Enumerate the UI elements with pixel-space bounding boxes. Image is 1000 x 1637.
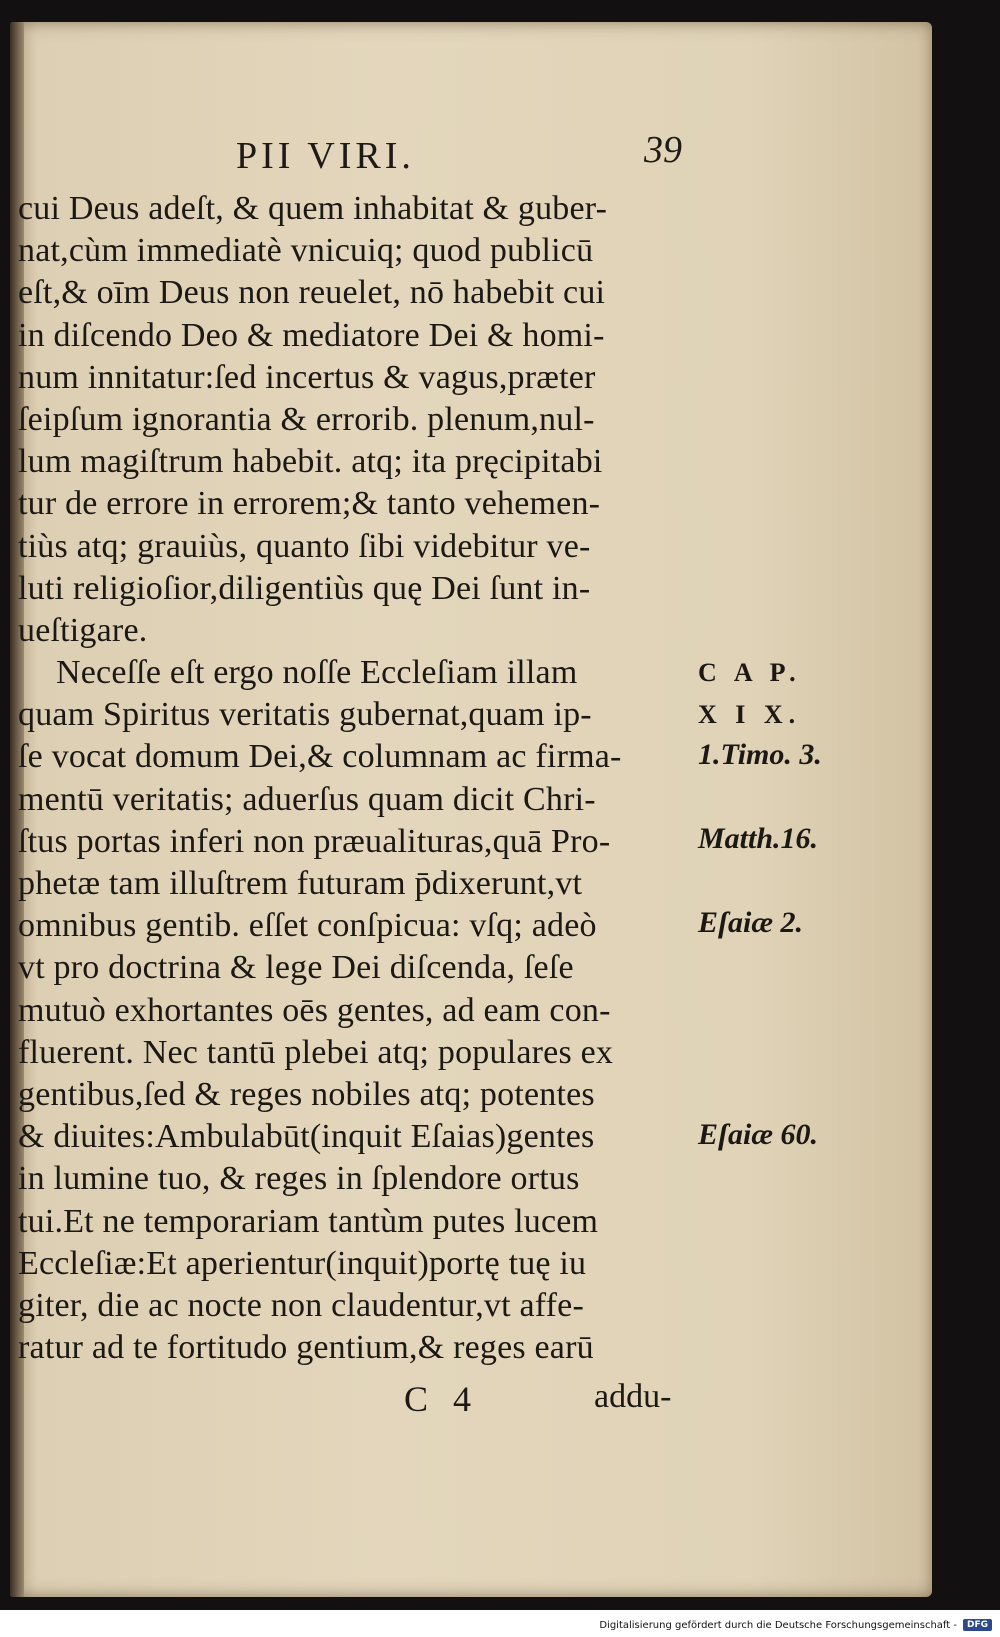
text-line: in lumine tuo, & reges in ſplendore ortus xyxy=(18,1160,580,1198)
text-line: in diſcendo Deo & mediatore Dei & homi- xyxy=(18,316,605,354)
text-line: Neceſſe eſt ergo noſſe Eccleſiam illam xyxy=(56,654,578,692)
text-line: lum magiſtrum habebit. atq; ita pręcipitabi xyxy=(18,443,603,481)
text-line: nat,cùm immediatè vnicuiq; quod publicū xyxy=(18,232,594,270)
catchword: addu- xyxy=(594,1378,672,1415)
text-line: tur de errore in errorem;& tanto vehemen- xyxy=(18,485,601,523)
text-line: ſtus portas inferi non præualituras,quā Pro- xyxy=(18,822,611,860)
text-line: vt pro doctrina & lege Dei diſcenda, ſeſe xyxy=(18,949,574,987)
text-line: luti religioſior,diligentiùs quę Dei ſunt in- xyxy=(18,569,591,607)
text-line: tui.Et ne temporariam tantùm putes lucem xyxy=(18,1202,599,1240)
page-number: 39 xyxy=(644,129,682,171)
body-text xyxy=(18,188,698,1369)
text-line: phetæ tam illuſtrem futuram p̄dixerunt,vt xyxy=(18,865,583,902)
text-line: mutuò exhortantes oēs gentes, ad eam con- xyxy=(18,991,611,1029)
margin-note-chapter-number: X I X. xyxy=(698,700,802,729)
text-line: mentū veritatis; aduerſus quam dicit Chri- xyxy=(18,780,596,818)
text-line: gentibus,ſed & reges nobiles atq; potentes xyxy=(18,1075,595,1113)
text-line: eſt,& oīm Deus non reuelet, nō habebit cui xyxy=(18,274,606,312)
book-page xyxy=(10,22,932,1597)
text-line: fluerent. Nec tantū plebei atq; populares ex xyxy=(18,1033,614,1071)
margin-note-reference: Eſaiæ 2. xyxy=(698,906,803,939)
text-line: ſe vocat domum Dei,& columnam ac firma- xyxy=(18,738,622,776)
digitization-credit xyxy=(599,1619,992,1631)
margin-note-chapter: C A P. xyxy=(698,658,802,687)
text-line: omnibus gentib. eſſet conſpicua: vſq; adeò xyxy=(18,907,597,945)
text-line: ratur ad te fortitudo gentium,& reges earū xyxy=(18,1329,594,1367)
text-line: giter, die ac nocte non claudentur,vt affe- xyxy=(18,1286,584,1324)
credit-text: Digitalisierung gefördert durch die Deutsche Forschungsgemeinschaft - xyxy=(599,1619,957,1631)
page-header xyxy=(10,114,932,177)
text-line: ueſtigare. xyxy=(18,611,148,649)
text-line: ſeipſum ignorantia & errorib. plenum,nul- xyxy=(18,400,595,438)
margin-note-reference: Matth.16. xyxy=(698,822,819,855)
text-line: num innitatur:ſed incertus & vagus,præter xyxy=(18,358,596,396)
signature-mark: C 4 xyxy=(404,1379,480,1419)
dfg-logo-icon: DFG xyxy=(963,1619,992,1631)
page-footer xyxy=(10,1372,932,1422)
text-line: & diuites:Ambulabūt(inquit Eſaias)gentes xyxy=(18,1118,595,1156)
text-line: cui Deus adeſt, & quem inhabitat & guber- xyxy=(18,190,608,227)
text-line: quam Spiritus veritatis gubernat,quam ip- xyxy=(18,696,592,734)
margin-note-reference: 1.Timo. 3. xyxy=(698,738,822,771)
running-head: PII VIRI. xyxy=(236,135,415,177)
margin-note-reference: Eſaiæ 60. xyxy=(698,1118,818,1151)
text-line: tiùs atq; grauiùs, quanto ſibi videbitur ve- xyxy=(18,527,591,565)
text-line: Eccleſiæ:Et aperientur(inquit)portę tuę iu xyxy=(18,1244,587,1282)
